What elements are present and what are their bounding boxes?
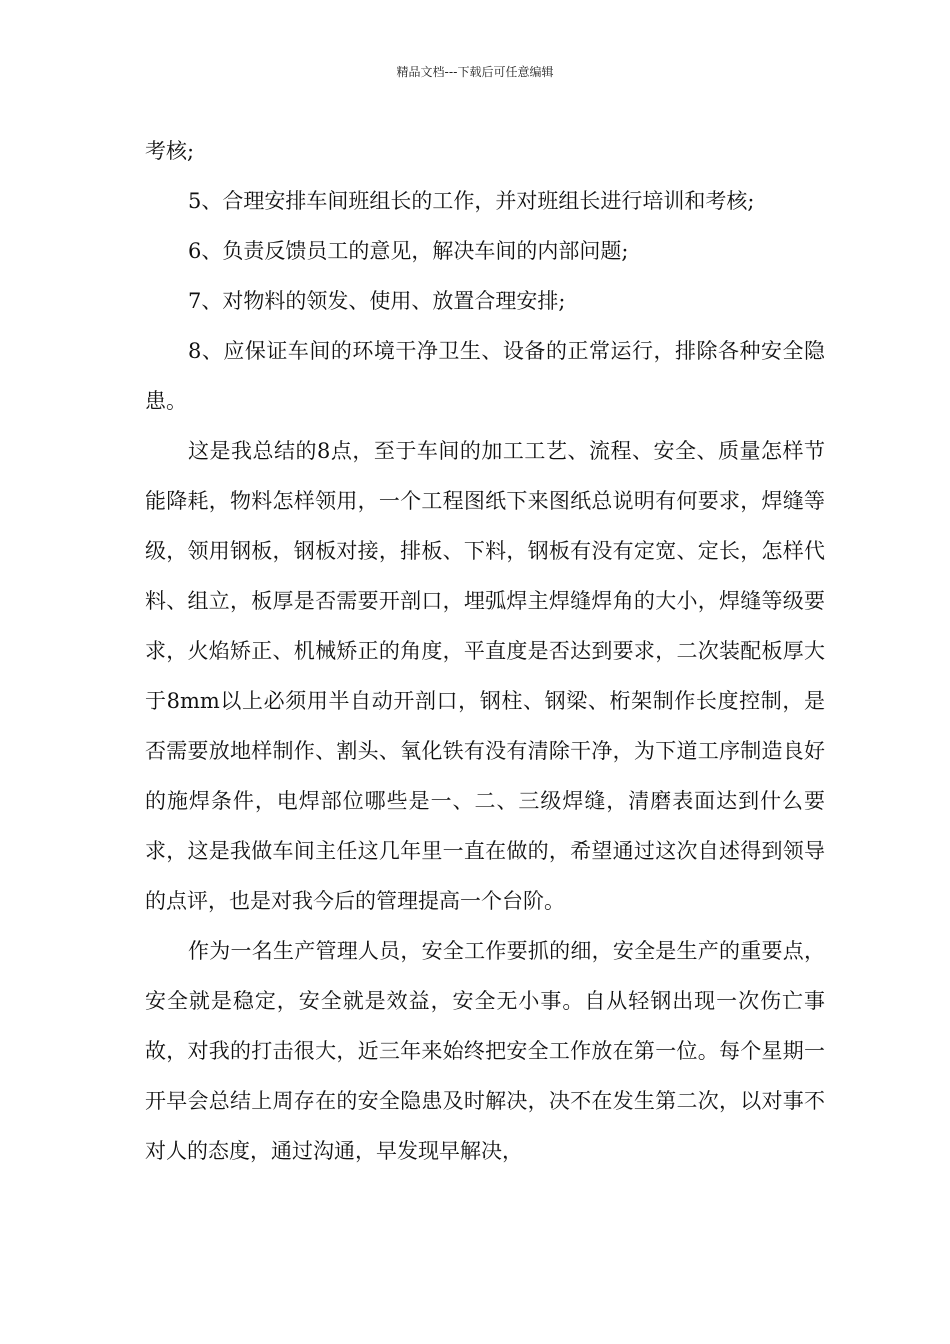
paragraph-item-7: 7、对物料的领发、使用、放置合理安排;: [188, 289, 566, 313]
paragraph-item-6: 6、负责反馈员工的意见，解决车间的内部问题;: [188, 239, 629, 263]
paragraph-safety: 作为一名生产管理人员，安全工作要抓的细，安全是生产的重要点，安全就是稳定，安全就是效益，安全无小事。自从轻钢出现一次伤亡事故，对我的打击很大，近三年来始终把安全工作放在第一位。每个星期一开早会总结上周存在的安全隐患及时解决，决不在发生第二次，以对事不对人的态度，通过沟通，早发现早解决，: [145, 939, 825, 1163]
paragraph-item-5: 5、合理安排车间班组长的工作，并对班组长进行培训和考核;: [188, 189, 755, 213]
document-body: [145, 126, 825, 1176]
page-header: 精品文档---下载后可任意编辑: [396, 65, 554, 79]
paragraph-continuation: 考核;: [145, 139, 195, 163]
paragraph-item-8: 8、应保证车间的环境干净卫生、设备的正常运行，排除各种安全隐患。: [145, 339, 825, 413]
paragraph-summary: 这是我总结的8点，至于车间的加工工艺、流程、安全、质量怎样节能降耗，物料怎样领用，一个工程图纸下来图纸总说明有何要求，焊缝等级，领用钢板，钢板对接，排板、下料，钢板有没有定宽、定长，怎样代料、组立，板厚是否需要开剖口，埋弧焊主焊缝焊角的大小，焊缝等级要求，火焰矫正、机械矫正的角度，平直度是否达到要求，二次装配板厚大于8mm以上必须用半自动开剖口，钢柱、钢梁、桁架制作长度控制，是否需要放地样制作、割头、氧化铁有没有清除干净，为下道工序制造良好的施焊条件，电焊部位哪些是一、二、三级焊缝，清磨表面达到什么要求，这是我做车间主任这几年里一直在做的，希望通过这次自述得到领导的点评，也是对我今后的管理提高一个台阶。: [145, 439, 825, 913]
